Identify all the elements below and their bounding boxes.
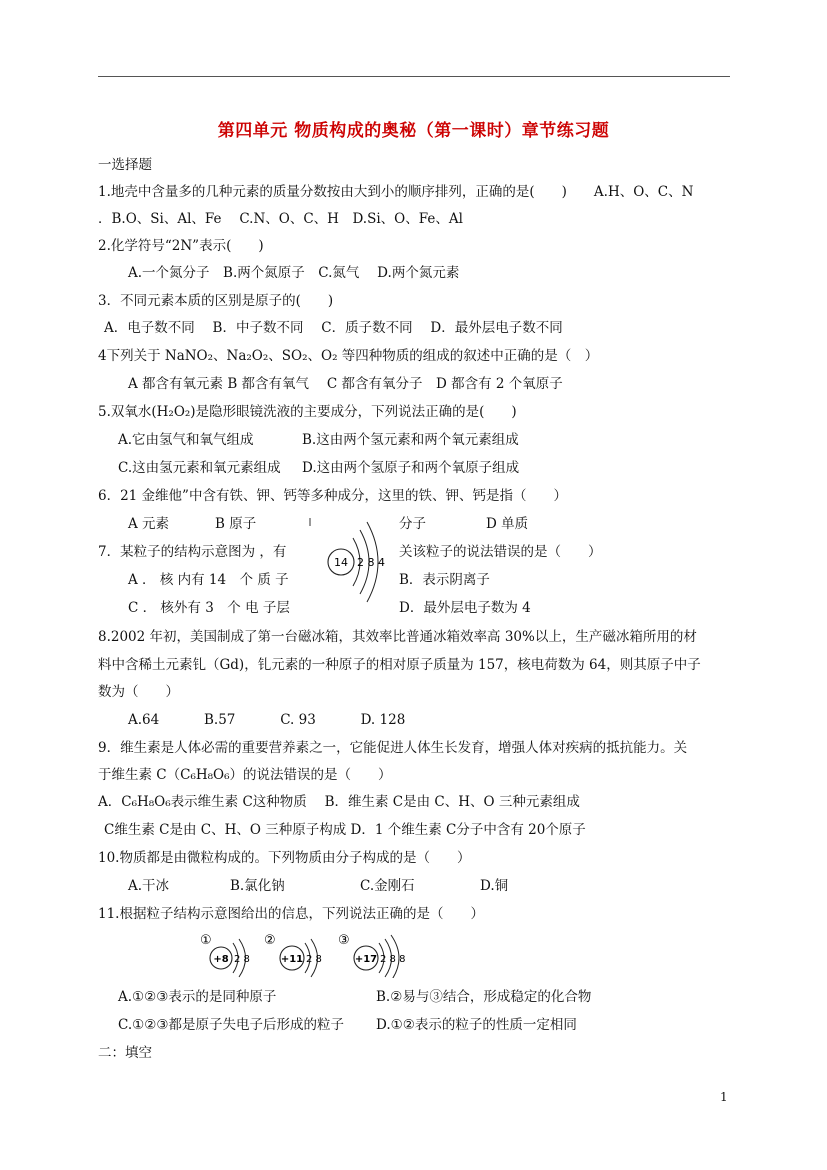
- question-6-option-a: A 元素: [128, 516, 170, 532]
- q11-diagram-2: [264, 933, 322, 977]
- header-rule: [98, 76, 730, 77]
- q11-diagram-2-nucleus: +11: [280, 954, 304, 965]
- question-5-option-d: D.这由两个氢原子和两个氧原子组成: [302, 460, 520, 476]
- question-7-option-b: B．表示阴离子: [399, 572, 490, 588]
- question-10-option-d: D.铜: [480, 878, 509, 894]
- question-3-options: A．电子数不同 B．中子数不同 C．质子数不同 D．最外层电子数不同: [104, 320, 563, 336]
- question-1-options: ．B.O、Si、Al、Fe C.N、O、C、H D.Si、O、Fe、Al: [98, 211, 463, 227]
- question-4-options: A 都含有氧元素 B 都含有氧气 C 都含有氧分子 D 都含有 2 个氧原子: [128, 376, 563, 392]
- question-7-option-c: C ． 核外有 3 个 电 子层: [128, 600, 290, 616]
- q11-diagram-1: [200, 933, 250, 977]
- question-11-stem: 11.根据粒子结构示意图给出的信息，下列说法正确的是（ ）: [98, 906, 484, 922]
- question-4-stem: 4下列关于 NaNO₂、Na₂O₂、SO₂、O₂ 等四种物质的组成的叙述中正确的是（ ）: [98, 348, 599, 364]
- question-8-options: A.64 B.57 C. 93 D. 128: [128, 712, 406, 728]
- q11-diagram-3-shells: 2 8 8: [380, 954, 406, 965]
- question-6-option-c: 分子: [399, 516, 426, 532]
- question-11-option-c: C.①②③都是原子失电子后形成的粒子: [118, 1017, 344, 1033]
- question-5-option-a: A.它由氢气和氧气组成: [118, 432, 254, 448]
- q11-diagram-1-nucleus: +8: [213, 954, 229, 965]
- q7-atom-diagram: [305, 514, 397, 614]
- q7-shell-electrons: 2 8 4: [357, 556, 385, 569]
- question-10-option-a: A.干冰: [128, 878, 170, 894]
- question-9-line-1: 9．维生素是人体必需的重要营养素之一，它能促进人体生长发育，增强人体对疾病的抵抗能力。关: [98, 740, 688, 756]
- question-2-stem: 2.化学符号“2N”表示( ): [98, 238, 264, 254]
- question-5-option-b: B.这由两个氢元素和两个氧元素组成: [302, 432, 519, 448]
- question-10-option-b: B.氯化钠: [230, 878, 285, 894]
- section-heading-choice: 一选择题: [98, 157, 152, 173]
- section-heading-fill: 二：填空: [98, 1045, 152, 1061]
- q11-diagram-3: [338, 933, 405, 978]
- q11-diagram-1-label: ①: [200, 933, 212, 948]
- question-8-line-3: 数为（ ）: [98, 684, 179, 700]
- question-10-option-c: C.金刚石: [360, 878, 415, 894]
- question-6-option-d: D 单质: [486, 516, 529, 532]
- q11-atom-diagrams: [196, 930, 416, 978]
- question-7-option-a: A ． 核 内有 14 个 质 子: [128, 572, 289, 588]
- question-10-stem: 10.物质都是由微粒构成的。下列物质由分子构成的是（ ）: [98, 850, 471, 866]
- question-1-stem: 1.地壳中含量多的几种元素的质量分数按由大到小的顺序排列，正确的是( ) A.H、O、C、N: [98, 184, 694, 200]
- question-9-options-cd: C维生素 C是由 C、H、O 三种原子构成 D．1 个维生素 C分子中含有 20个原子: [104, 822, 586, 838]
- question-7-stem-right: 关该粒子的说法错误的是（ ）: [399, 544, 602, 560]
- question-8-line-2: 料中含稀土元素钆（Gd)，钆元素的一种原子的相对原子质量为 157，核电荷数为 64，则其原子中子: [98, 657, 701, 673]
- q11-diagram-1-shells: 2 8: [234, 954, 250, 965]
- q11-diagram-3-nucleus: +17: [354, 954, 378, 965]
- q11-diagram-3-label: ③: [338, 933, 350, 948]
- question-8-line-1: 8.2002 年初，美国制成了第一台磁冰箱，其效率比普通冰箱效率高 30%以上，生产磁冰箱所用的材: [98, 629, 697, 645]
- page-title: 第四单元 物质构成的奥秘（第一课时）章节练习题: [217, 121, 610, 141]
- question-6-stem: 6．21 金维他”中含有铁、钾、钙等多种成分，这里的铁、钾、钙是指（ ）: [98, 488, 567, 504]
- q11-diagram-2-shells: 2 8: [306, 954, 322, 965]
- question-2-options: A.一个氮分子 B.两个氮原子 C.氮气 D.两个氮元素: [128, 265, 460, 281]
- question-9-options-ab: A．C₆H₈O₆表示维生素 C这种物质 B．维生素 C是由 C、H、O 三种元素组成: [98, 794, 580, 810]
- question-5-stem: 5.双氧水(H₂O₂)是隐形眼镜洗液的主要成分，下列说法正确的是( ): [98, 404, 517, 420]
- question-9-line-2: 于维生素 C（C₆H₈O₆）的说法错误的是（ ）: [98, 767, 392, 783]
- question-6-option-b: B 原子: [215, 516, 257, 532]
- q7-nucleus-label: 14: [334, 556, 348, 569]
- question-11-option-b: B.②易与③结合，形成稳定的化合物: [376, 989, 592, 1005]
- question-7-stem-left: 7．某粒子的结构示意图为 ，有: [98, 544, 287, 560]
- question-11-option-d: D.①②表示的粒子的性质一定相同: [376, 1017, 577, 1033]
- question-5-option-c: C.这由氢元素和氧元素组成: [118, 460, 281, 476]
- question-3-stem: 3．不同元素本质的区别是原子的( ): [98, 293, 334, 309]
- q11-diagram-2-label: ②: [264, 933, 276, 948]
- question-7-option-d: D．最外层电子数为 4: [399, 600, 531, 616]
- question-11-option-a: A.①②③表示的是同种原子: [118, 989, 277, 1005]
- page-number: 1: [720, 1090, 728, 1104]
